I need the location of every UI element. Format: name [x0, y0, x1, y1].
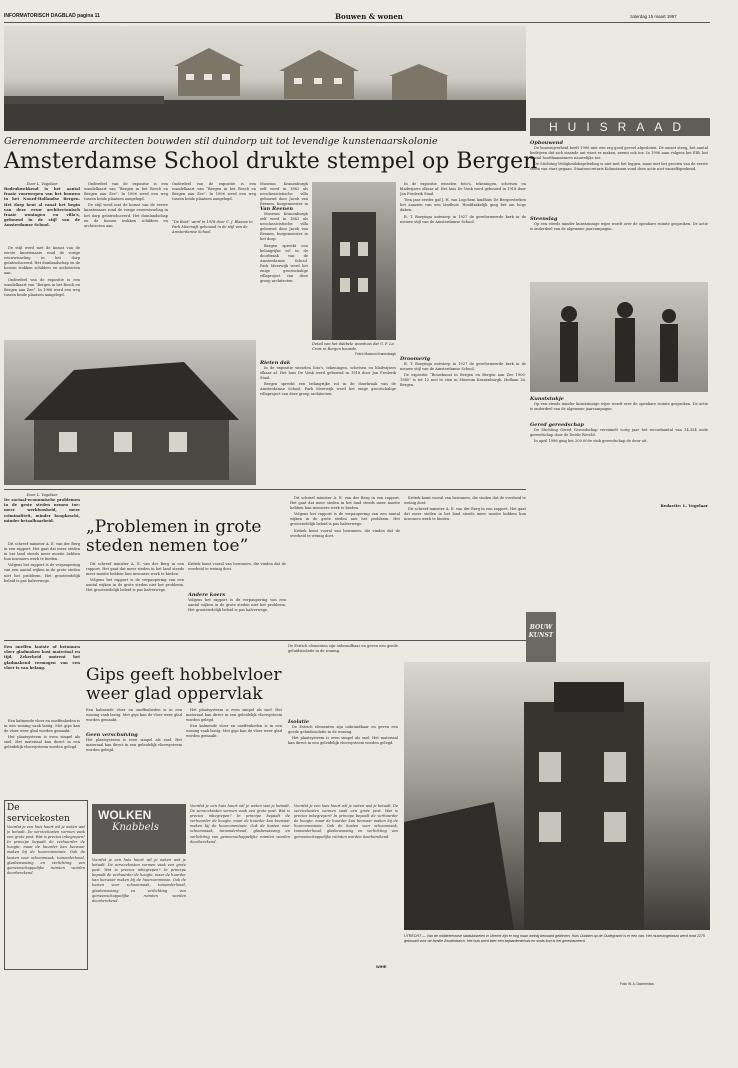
huisraad-title: HUISRAAD: [548, 120, 691, 134]
servicekosten-box: [4, 800, 88, 970]
article1-p1: De stijl werd met de komst van de eerste kunstenaars rond de vorige eeuwwisseling in het dorp geïntroduceerd. Het duinlandschap en de bossen trokken schilders en architecten aan.: [4, 246, 80, 276]
tower-drawing: [312, 182, 396, 340]
article2-col4: [290, 496, 400, 636]
huisraad-column-2: [530, 396, 708, 508]
huisraad-body1: [530, 146, 708, 216]
article2-byline: Door L. Vogelaar: [26, 493, 58, 497]
tower-photo: [312, 182, 396, 340]
article1-col4-body: [260, 212, 308, 332]
paper-name: INFORMATORISCH DAGBLAD pagina 11: [4, 13, 100, 19]
huisraad-sub4: Gered gereedschap: [530, 422, 584, 428]
article2-col5-body: [404, 496, 526, 636]
article1-caption-middle: Detail van het dubbele woonhuis dat G. F. La Croix in Bergen bouwde.: [312, 342, 394, 351]
article2-p1: Dit schreef minister A. E. van der Berg in een rapport. Het gaat dat meer steden in het land steeds meer moeite hebben hun inwoners werk te bieden.: [4, 542, 80, 562]
article3-p9: Het plaatsysteem is even simpel als snel. Het materiaal kan direct in een geleidelijk vloersysteem worden gelegd.: [288, 736, 398, 746]
article2-col4-body: [290, 496, 400, 636]
article2-col3: [188, 562, 286, 638]
page-date: zaterdag 15 maart 1997: [630, 14, 677, 19]
huisraad-p3: Op een steeds minder kunstzinnige wijze wordt over de openbare ruimte gesproken. De actie is onderdeel van de algemene jaarcampagne.: [530, 222, 708, 232]
huisraad-column: [530, 140, 708, 262]
header-rule: [4, 22, 710, 23]
article3-p5: Het plaatsysteem is even simpel als snel. Het materiaal kan direct in een geleidelijk vloersysteem worden gelegd.: [186, 708, 282, 723]
article3-col4: [288, 644, 398, 795]
section-title: Bouwen & wonen: [335, 12, 403, 21]
article3-p4: Het plaatsysteem is even simpel als snel. Het materiaal kan direct in een geleidelijk vloersysteem worden gelegd.: [86, 738, 182, 753]
article3-col2: [86, 708, 182, 798]
article2-lead: De sociaal-economische problemen in de grote steden nemen toe: meer werkloosheid, meer criminaliteit, minder koopkracht, minder betaalbaarheid.: [4, 497, 80, 523]
article1-p3: Onderdeel van de expositie is een wandelkaart van “Bergen in het Bosch en Bergen aan Zee”. In 1906 werd een weg tussen beide plaatsen aangelegd.: [84, 182, 168, 202]
article2-col2-body: [86, 562, 184, 642]
article1-p6: Museum Kranenburgh zelf werd in 1882 als neoclassicistische villa gebouwd door Jacob van Reenen, burgemeester in: [260, 182, 308, 206]
article1-subhead1: Van Reenen: [260, 206, 294, 212]
bouwkunst-caption: UTRECHT — Van de middeleeuwse stadskastelen in Utrecht zijn er nog maar weinig bewaard gebleven. Huis Oudaen op de Oudegracht is er een van. Het museumgebouw werd rond 1275 gebouwd voor de familie Zoudenbalch. Het huis werd later een bejaardentehuis en sinds kort is het gerestaureerd.: [404, 934, 705, 943]
article1-col6: [260, 360, 396, 466]
article1-col1-body: [4, 246, 80, 341]
article3-p3: Een kalmende vloer en oneffenheden is in een woning vaak lastig. Met gips kan de vloer weer glad worden gemaakt.: [86, 708, 182, 723]
article1-p2: Onderdeel van de expositie is een wandelkaart van “Bergen in het Bosch en Bergen aan Zee”. In 1906 werd een weg tussen beide plaatsen aangelegd.: [4, 277, 80, 297]
article1-p7: Museum Kranenburgh zelf werd in 1882 als neoclassicistische villa gebouwd door Jacob van Reenen, burgemeester in het dorp.: [260, 212, 308, 242]
article1-p4: De stijl werd met de komst van de eerste kunstenaars rond de vorige eeuwwisseling in het dorp geïntroduceerd. Het duinlandschap en de bossen trokken schilders en architecten aan.: [84, 203, 168, 228]
article3-col4-body: [288, 725, 398, 795]
article1-col5-body: [400, 182, 526, 354]
huisraad-p1: De bouwnijverheid heeft 1996 niet een erg goed gevoel afgesloten. De omzet steeg, het aantal bedrijven dat zich staande ont wiert er maken, neemt ook toe. In 1996 nam volgens het EIB, het aantal hoofdaannemers nauwelijks toe.: [530, 146, 708, 161]
huisraad-p4: Op een steeds minder kunstzinnige wijze wordt over de openbare ruimte gesproken. De actie is onderdeel van de algemene jaarcampagne.: [530, 402, 708, 412]
bouwkunst-label: BOUW KUNST: [526, 612, 556, 662]
wolken-ad-title: WOLKEN: [98, 808, 152, 822]
article3-subhead1: Geen verschuiving: [86, 732, 138, 738]
article1-p14: B. T. Boeyinga ontwierp in 1927 de gereformeerde kerk in de nieuwe stijl van de Amsterdamse School.: [400, 362, 526, 372]
article2-p5: Kritiek komt vooral van bewoners, die vinden dat de overheid te weinig doet.: [188, 562, 286, 572]
article1-p15: De expositie “Bouwkunst in Bergen en Bergen aan Zee 1900-1940” is tot 12 mei te zien in Museum Kranenburgh, Hoflaan 26, Bergen.: [400, 373, 526, 388]
huisraad-sub1: Opbouwend: [530, 140, 563, 146]
article3-p7: De Estrich elementen zijn onbrandbaar en geven een goede geluidsisolatie in de woning.: [288, 644, 398, 654]
article2-headline: „Problemen in grote steden nemen toe”: [86, 517, 262, 556]
huisraad-body2: [530, 222, 708, 262]
huisraad-sub3: Kunststukje: [530, 396, 564, 402]
large-house-photo: [4, 340, 256, 485]
servicekosten-col3: Voordat je een huis huurt wil je weten wat je betaalt. De servicekosten vormen vaak een grote post. Wat is precies inbegrepen? In principe bepaalt de verhuurder de hoogte, maar de huurder kan bezwaar maken bij de huurcommissie. Ook de kosten voor schoonmaak, tuinonderhoud, glasbewassing en verlichting van gemeenschappelijke ruimten worden doorberekend.: [190, 804, 290, 844]
article3-headline: Gips geeft hobbelvloer weer glad oppervlak: [86, 665, 282, 704]
huisraad-p6: In april 1996 ging het 200.000e stuk gereedschap de deur uit.: [534, 439, 648, 444]
article2-p3: Dit schreef minister A. E. van der Berg in een rapport. Het gaat dat meer steden in het land steeds meer moeite hebben hun inwoners werk te bieden.: [86, 562, 184, 577]
servicekosten-col2: Voordat je een huis huurt wil je weten wat je betaalt. De servicekosten vormen vaak een grote post. Wat is precies inbegrepen? In principe bepaalt de verhuurder de hoogte, maar de huurder kan bezwaar maken bij de huurcommissie. Ook de kosten voor schoonmaak, tuinonderhoud, glasbewassing en verlichting van gemeenschappelijke ruimten worden doorberekend.: [92, 858, 186, 903]
article3-col3-body: [186, 708, 282, 798]
bouwkunst-credit: Foto: W. A. Doornenbos: [620, 982, 654, 986]
article-divider-2: [4, 640, 526, 641]
article1-photo-right: [312, 182, 396, 356]
article1-subhead2: Rieten dak: [260, 360, 291, 366]
article2-p6: Volgens het rapport is de verpaupering van een aantal wijken in de grote steden niet het probleem. Het grootstedelijk beleid is pas halverwege.: [188, 598, 286, 613]
huisraad-p2: De Stichting Veiligheidsbegeleiding is niet met het leggen, maar met het groeien van de eerste steen van start gegaan. Staatssecretaris Kohnstamm vond deze actie niet vanzelfsprekend.: [530, 162, 708, 172]
article2-col2: [86, 562, 184, 642]
article2-p10: Kritiek komt vooral van bewoners, die vinden dat de overheid te weinig doet.: [404, 496, 526, 506]
article2-p4: Volgens het rapport is de verpaupering van een aantal wijken in de grote steden niet het probleem. Het grootstedelijk beleid is pas halverwege.: [86, 578, 184, 593]
castle-drawing: [404, 662, 710, 930]
huisraad-body4: [530, 428, 708, 503]
article1-p13: Bergen spreekt een belangrijke rol in de doorbraak van de Amsterdamse School. Park Meerwijk werd het enige grootschalige villaproject van deze groep architecten.: [260, 382, 396, 397]
huisraad-signature: Redactie: L. Vogelaar: [660, 503, 708, 508]
article1-col2-body: [84, 182, 168, 342]
huisraad-p5: De Stichting Gered Gereedschap verzamelt vorig jaar het recordaantal van 34.354 oude gereedschap door de Derde Wereld.: [530, 428, 708, 438]
article1-subhead3: Droomerig: [400, 356, 431, 362]
article1-col6-body: [260, 366, 396, 466]
article1-kicker: Gerenommeerde architecten bouwden stil duindorp uit tot levendige kunstenaarskolonie: [4, 136, 438, 147]
article3-subhead2: Isolatie: [288, 719, 310, 725]
huisraad-banner: [530, 118, 710, 136]
article-divider: [4, 489, 526, 490]
article1-p5: Onderdeel van de expositie is een wandelkaart van “Bergen in het Bosch en Bergen aan Zee”. In 1906 werd een weg tussen beide plaatsen aangelegd.: [172, 182, 256, 202]
article1-p9: In de expositie wisselen foto's, tekeningen, schetsen en bladwijzers elkaar af. Het huis De Vonk werd gebouwd in 1918 door Jan Frederik Staal.: [400, 182, 526, 197]
servicekosten-col4: Voordat je een huis huurt wil je weten wat je betaalt. De servicekosten vormen vaak een grote post. Wat is precies inbegrepen? In principe bepaalt de verhuurder de hoogte, maar de huurder kan bezwaar maken bij de huurcommissie. Ook de kosten voor schoonmaak, tuinonderhoud, glasbewassing en verlichting van gemeenschappelijke ruimten worden doorberekend.: [294, 804, 398, 839]
huisraad-body3: [530, 402, 708, 422]
article1-p10: Tien jaar eerder gaf J. H. van Logchem landhuis De Bergerstreken het aanzien van een landhuis. Hoofdzakelijk ging het om hoge daken.: [400, 198, 526, 213]
article1-photo-credit: Foto's Museum Kranenburgh: [354, 351, 396, 356]
article2-p8: Volgens het rapport is de verpaupering van een aantal wijken in de grote steden niet het probleem. Het grootstedelijk beleid is pas halverwege.: [290, 512, 400, 527]
article3-p1: Een kalmende vloer en oneffenheden is in een woning vaak lastig. Met gips kan de vloer weer glad worden gemaakt.: [4, 719, 80, 734]
article1-p8: Bergen spreekt een belangrijke rol in de doorbraak van de Amsterdamse School. Park Meerwijk werd het enige grootschalige villaproject van deze groep architecten.: [260, 243, 308, 284]
article3-lead: Een oneffen laatste of betonnen vloer gladmaken kost materiaal en tijd. Zekerheid omtrent het gladmakend vermogen van een vloer is van belang.: [4, 644, 80, 670]
article1-col3: [172, 182, 256, 248]
article2-subhead: Andere koers: [188, 592, 226, 598]
article3-col1: [4, 644, 80, 794]
article2-p9: Kritiek komt vooral van bewoners, die vinden dat de overheid te weinig doet.: [290, 528, 400, 538]
article1-p11: B. T. Boeyinga ontwierp in 1927 de gereformeerde kerk in de nieuwe stijl van de Amsterdamse School.: [400, 214, 526, 224]
article1-col7-body: [400, 362, 526, 462]
servicekosten-title: De servicekosten: [7, 803, 70, 824]
utrecht-photo: [404, 662, 710, 930]
wolken-ad-script: Knabbels: [112, 822, 159, 833]
article1-col7: [400, 356, 526, 462]
wolken-ad: [92, 804, 186, 854]
huisraad-photo: [530, 282, 708, 392]
article2-p2: Volgens het rapport is de verpaupering van een aantal wijken in de grote steden niet het probleem. Het grootstedelijk beleid is pas halverwege.: [4, 563, 80, 583]
article1-col1: [4, 182, 80, 341]
article1-headline: Amsterdamse School drukte stempel op Bergen: [4, 149, 538, 174]
large-house-drawing: [4, 340, 256, 485]
article3-col1-body: [4, 719, 80, 794]
servicekosten-body: Voordat je een huis huurt wil je weten wat je betaalt. De servicekosten vormen vaak een grote post. Wat is precies inbegrepen? In principe bepaalt de verhuurder de hoogte, maar de huurder kan bezwaar maken bij de huurcommissie. Ook de kosten voor schoonmaak, tuinonderhoud, glasbewassing en verlichting van gemeenschappelijke ruimten worden doorberekend.: [7, 825, 85, 875]
article3-p8: De Estrich elementen zijn onbrandbaar en geven een goede geluidsisolatie in de woning.: [288, 725, 398, 735]
house-drawing: [4, 26, 526, 131]
article1-byline: Door L. Vogelaar: [26, 182, 58, 186]
article2-col5: [404, 496, 526, 636]
article3-col3: [186, 708, 282, 798]
article3-p2: Het plaatsysteem is even simpel als snel. Het materiaal kan direct in een geleidelijk vloersysteem worden gelegd.: [4, 735, 80, 750]
article1-col5: [400, 182, 526, 354]
article1-col2: [84, 182, 168, 342]
article1-lead: Bodrukwekkend is het aantal fraaie voorwerpen van het bouwen in het Noord-Hollandse Bergen. Het dorp kent al vanaf het begin van deze eeuw architectonisch fraaie woningen en villa's, gebouwd in de stijl van de Amsterdamse School.: [4, 186, 80, 228]
article2-col1: [4, 493, 80, 612]
servicekosten-signature: WiHE: [376, 964, 387, 969]
article3-p6: Een kalmende vloer en oneffenheden is in een woning vaak lastig. Met gips kan de vloer weer glad worden gemaakt.: [186, 724, 282, 739]
article2-p11: Dit schreef minister A. E. van der Berg in een rapport. Het gaat dat meer steden in het land steeds meer moeite hebben hun inwoners werk te bieden.: [404, 507, 526, 522]
people-drawing: [530, 282, 708, 392]
article1-col4: [260, 182, 308, 332]
houses-illustration: [4, 26, 526, 131]
article2-col1-body: [4, 542, 80, 612]
article2-p7: Dit schreef minister A. E. van der Berg in een rapport. Het gaat dat meer steden in het land steeds meer moeite hebben hun inwoners werk te bieden.: [290, 496, 400, 511]
huisraad-sub2: Steenslag: [530, 216, 558, 222]
article1-p12: In de expositie wisselen foto's, tekeningen, schetsen en bladwijzers elkaar af. Het huis De Vonk werd gebouwd in 1918 door Jan Frederik Staal.: [260, 366, 396, 381]
article1-caption-left: “De Boet” werd in 1918 door C. J. Blaauw in Park Meerwijk gebouwd in de stijl van de Amsterdamse School.: [172, 220, 253, 234]
